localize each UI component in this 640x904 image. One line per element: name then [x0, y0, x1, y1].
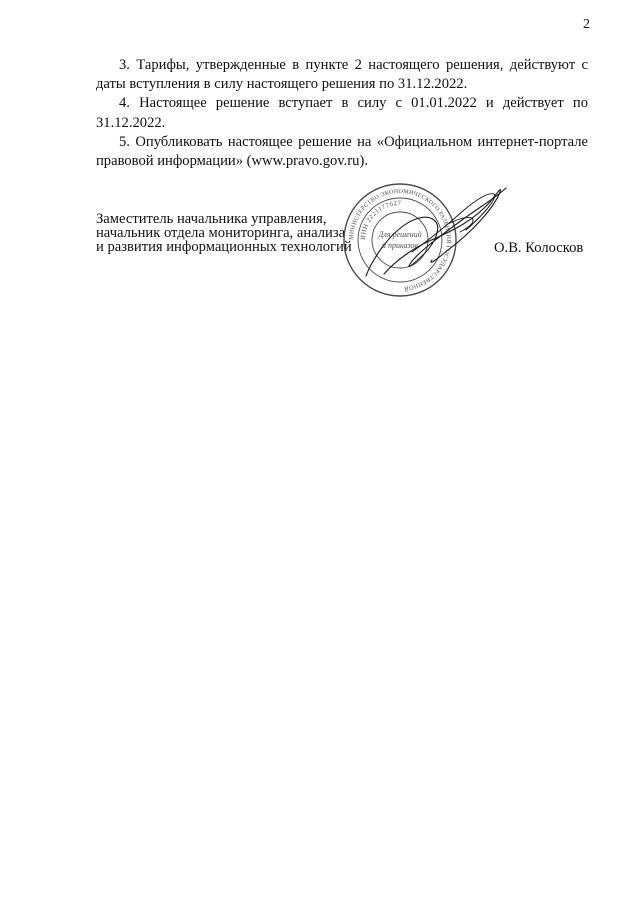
signer-position-line-1: Заместитель начальника управления,	[96, 211, 327, 227]
paragraph-3: 3. Тарифы, утвержденные в пункте 2 настоящего решения, действуют с даты вступления в силу настоящего решения по 31.12.2022.	[96, 57, 588, 93]
signer-position-line-3: и развития информационных технологий	[96, 239, 352, 255]
signer-position-line-2: начальник отдела мониторинга, анализа	[96, 225, 346, 241]
stamp-outer-text: МИНИСТЕРСТВО ЭКОНОМИЧЕСКОГО РАЗВИТИЯ ГОСУДАРСТВЕННОЙ	[348, 188, 452, 291]
signature-graphic	[352, 180, 530, 282]
paragraph-4: 4. Настоящее решение вступает в силу с 01.01.2022 и действует по 31.12.2022.	[96, 95, 588, 131]
signer-name: О.В. Колосков	[494, 240, 584, 256]
page-number: 2	[583, 17, 590, 32]
handwritten-signature	[352, 180, 530, 282]
stamp-center-text-2: и приказов	[381, 241, 419, 250]
document-body	[96, 56, 588, 171]
stamp-inner-text: ИНН 2221177627	[359, 199, 402, 241]
stamp-center-text: Для решений	[378, 230, 422, 239]
paragraph-5: 5. Опубликовать настоящее решение на «Официальном интернет-портале правовой информации» (www.pravo.gov.ru).	[96, 133, 588, 170]
